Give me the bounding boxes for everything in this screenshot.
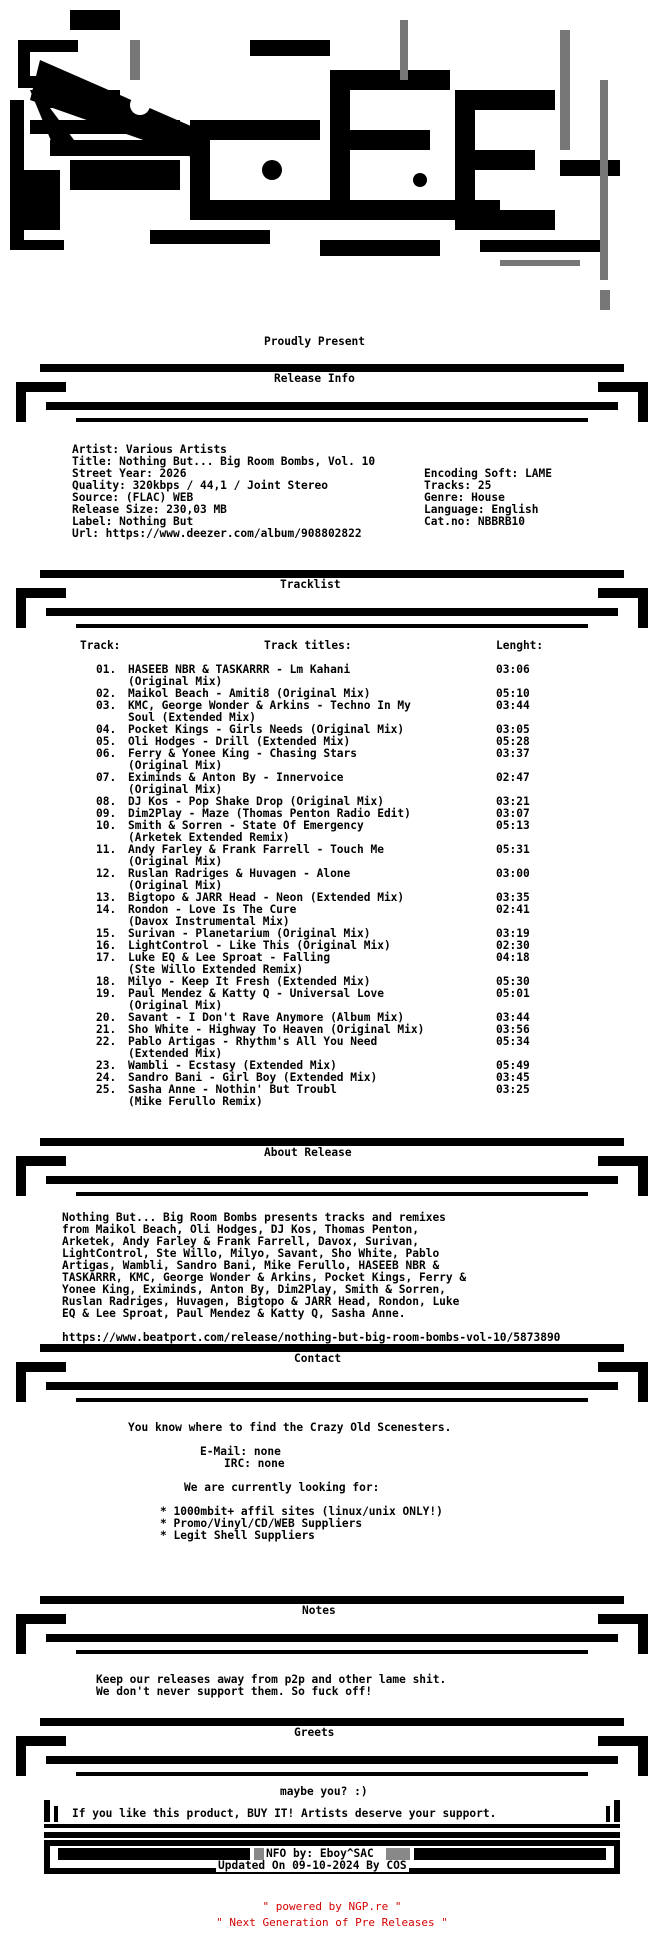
track-length: 03:00 <box>496 867 530 880</box>
powered-by[interactable]: " powered by NGP.re " <box>262 1900 402 1913</box>
release-catno: Cat.no: NBBRB10 <box>424 515 526 528</box>
track-length: 03:06 <box>496 663 530 676</box>
track-length: 03:56 <box>496 1023 530 1036</box>
track-length: 05:28 <box>496 735 530 748</box>
track-number: 11. <box>96 843 117 856</box>
track-title-continued: (Original Mix) <box>128 879 223 892</box>
contact-email: E-Mail: none <box>200 1445 281 1458</box>
track-length: 03:35 <box>496 891 530 904</box>
release-language: Language: English <box>424 503 539 516</box>
track-length: 05:10 <box>496 687 530 700</box>
track-title: Sasha Anne - Nothin' But Troubl <box>128 1083 337 1096</box>
release-url[interactable]: Url: https://www.deezer.com/album/908802822 <box>72 527 362 540</box>
track-number: 22. <box>96 1035 117 1048</box>
release-encoding: Encoding Soft: LAME <box>424 467 552 480</box>
track-number: 16. <box>96 939 117 952</box>
tracklist-head-titles: Track titles: <box>264 639 352 652</box>
track-number: 03. <box>96 699 117 712</box>
about-line: LightControl, Ste Willo, Milyo, Savant, Sho White, Pablo <box>62 1247 440 1260</box>
track-length: 03:07 <box>496 807 530 820</box>
section-title-greets: Greets <box>290 1726 338 1739</box>
track-number: 20. <box>96 1011 117 1024</box>
track-title: Sandro Bani - Girl Boy (Extended Mix) <box>128 1071 378 1084</box>
about-line: from Maikol Beach, Oli Hodges, DJ Kos, Thomas Penton, <box>62 1223 419 1236</box>
track-number: 24. <box>96 1071 117 1084</box>
track-number: 23. <box>96 1059 117 1072</box>
release-artist: Artist: Various Artists <box>72 443 227 456</box>
notes-line: We don't never support them. So fuck off! <box>96 1685 373 1698</box>
about-line: Yonee King, Eximinds, Anton By, Dim2Play, Smith & Sorren, <box>62 1283 446 1296</box>
track-title: Milyo - Keep It Fresh (Extended Mix) <box>128 975 371 988</box>
track-number: 13. <box>96 891 117 904</box>
track-title: Pocket Kings - Girls Needs (Original Mix) <box>128 723 405 736</box>
track-length: 05:01 <box>496 987 530 1000</box>
track-number: 19. <box>96 987 117 1000</box>
track-title: LightControl - Like This (Original Mix) <box>128 939 391 952</box>
track-length: 05:49 <box>496 1059 530 1072</box>
about-line: TASKARRR, KMC, George Wonder & Arkins, Pocket Kings, Ferry & <box>62 1271 467 1284</box>
section-title-release-info: Release Info <box>270 372 359 385</box>
contact-item: * 1000mbit+ affil sites (linux/unix ONLY!) <box>160 1505 443 1518</box>
tracklist-head-length: Lenght: <box>496 639 544 652</box>
track-length: 04:18 <box>496 951 530 964</box>
track-title: Bigtopo & JARR Head - Neon (Extended Mix) <box>128 891 405 904</box>
track-length: 03:44 <box>496 699 530 712</box>
tracklist-head-track: Track: <box>80 639 121 652</box>
group-logo-art <box>0 0 664 330</box>
contact-irc: IRC: none <box>224 1457 285 1470</box>
track-length: 03:19 <box>496 927 530 940</box>
track-number: 25. <box>96 1083 117 1096</box>
track-title-continued: (Davox Instrumental Mix) <box>128 915 290 928</box>
release-title: Title: Nothing But... Big Room Bombs, Vol. 10 <box>72 455 376 468</box>
track-title-continued: (Arketek Extended Remix) <box>128 831 290 844</box>
release-street-year: Street Year: 2026 <box>72 467 187 480</box>
track-title: Rondon - Love Is The Cure <box>128 903 297 916</box>
track-number: 14. <box>96 903 117 916</box>
track-title-continued: (Mike Ferullo Remix) <box>128 1095 263 1108</box>
track-number: 09. <box>96 807 117 820</box>
updated-on: Updated On 09-10-2024 By COS <box>218 1859 407 1872</box>
about-line: Artigas, Wambli, Sandro Bani, Mike Ferullo, HASEEB NBR & <box>62 1259 440 1272</box>
track-length: 03:21 <box>496 795 530 808</box>
track-length: 02:47 <box>496 771 530 784</box>
track-number: 10. <box>96 819 117 832</box>
support-message: If you like this product, BUY IT! Artists deserve your support. <box>72 1807 497 1820</box>
track-number: 06. <box>96 747 117 760</box>
track-length: 03:25 <box>496 1083 530 1096</box>
section-title-contact: Contact <box>290 1352 345 1365</box>
track-title: Oli Hodges - Drill (Extended Mix) <box>128 735 351 748</box>
track-title: KMC, George Wonder & Arkins - Techno In My <box>128 699 411 712</box>
release-tracks: Tracks: 25 <box>424 479 492 492</box>
track-title-continued: Soul (Extended Mix) <box>128 711 256 724</box>
track-number: 21. <box>96 1023 117 1036</box>
track-title: Surivan - Planetarium (Original Mix) <box>128 927 371 940</box>
release-quality: Quality: 320kbps / 44,1 / Joint Stereo <box>72 479 328 492</box>
section-title-notes: Notes <box>298 1604 340 1617</box>
track-length: 03:45 <box>496 1071 530 1084</box>
nfo-by: NFO by: Eboy^SAC <box>266 1847 374 1860</box>
track-length: 05:30 <box>496 975 530 988</box>
about-line: Ruslan Radriges, Huvagen, Bigtopo & JARR Head, Rondon, Luke <box>62 1295 460 1308</box>
about-line: Nothing But... Big Room Bombs presents tracks and remixes <box>62 1211 446 1224</box>
proudly-present: Proudly Present <box>264 335 366 348</box>
track-title: Eximinds & Anton By - Innervoice <box>128 771 344 784</box>
release-size: Release Size: 230,03 MB <box>72 503 227 516</box>
track-title: HASEEB NBR & TASKARRR - Lm Kahani <box>128 663 351 676</box>
contact-item: * Legit Shell Suppliers <box>160 1529 315 1542</box>
track-title: Dim2Play - Maze (Thomas Penton Radio Edit) <box>128 807 411 820</box>
next-generation: " Next Generation of Pre Releases " <box>216 1916 448 1929</box>
track-title-continued: (Original Mix) <box>128 675 223 688</box>
track-length: 03:37 <box>496 747 530 760</box>
release-source: Source: (FLAC) WEB <box>72 491 194 504</box>
track-number: 08. <box>96 795 117 808</box>
track-number: 15. <box>96 927 117 940</box>
section-title-tracklist: Tracklist <box>276 578 345 591</box>
track-title: Wambli - Ecstasy (Extended Mix) <box>128 1059 337 1072</box>
track-title-continued: (Original Mix) <box>128 783 223 796</box>
track-number: 05. <box>96 735 117 748</box>
track-length: 02:30 <box>496 939 530 952</box>
release-genre: Genre: House <box>424 491 505 504</box>
greets-maybe: maybe you? :) <box>280 1785 368 1798</box>
track-title: Savant - I Don't Rave Anymore (Album Mix) <box>128 1011 405 1024</box>
track-title: Andy Farley & Frank Farrell - Touch Me <box>128 843 384 856</box>
track-title: Sho White - Highway To Heaven (Original Mix) <box>128 1023 425 1036</box>
track-number: 01. <box>96 663 117 676</box>
contact-looking: We are currently looking for: <box>184 1481 380 1494</box>
track-title-continued: (Original Mix) <box>128 999 223 1012</box>
section-title-about: About Release <box>260 1146 356 1159</box>
track-length: 05:34 <box>496 1035 530 1048</box>
track-number: 02. <box>96 687 117 700</box>
track-title-continued: (Original Mix) <box>128 759 223 772</box>
track-title: Smith & Sorren - State Of Emergency <box>128 819 364 832</box>
track-title: Ferry & Yonee King - Chasing Stars <box>128 747 358 760</box>
track-number: 18. <box>96 975 117 988</box>
track-title: DJ Kos - Pop Shake Drop (Original Mix) <box>128 795 384 808</box>
about-line: EQ & Lee Sproat, Paul Mendez & Katty Q, Sasha Anne. <box>62 1307 406 1320</box>
track-number: 04. <box>96 723 117 736</box>
track-length: 05:31 <box>496 843 530 856</box>
track-length: 02:41 <box>496 903 530 916</box>
track-title: Pablo Artigas - Rhythm's All You Need <box>128 1035 378 1048</box>
track-length: 03:44 <box>496 1011 530 1024</box>
track-number: 17. <box>96 951 117 964</box>
track-title-continued: (Ste Willo Extended Remix) <box>128 963 304 976</box>
track-title: Ruslan Radriges & Huvagen - Alone <box>128 867 351 880</box>
track-title-continued: (Extended Mix) <box>128 1047 223 1060</box>
track-title: Paul Mendez & Katty Q - Universal Love <box>128 987 384 1000</box>
contact-intro: You know where to find the Crazy Old Scenesters. <box>128 1421 452 1434</box>
track-number: 07. <box>96 771 117 784</box>
track-number: 12. <box>96 867 117 880</box>
track-length: 05:13 <box>496 819 530 832</box>
contact-item: * Promo/Vinyl/CD/WEB Suppliers <box>160 1517 363 1530</box>
about-line: Arketek, Andy Farley & Frank Farrell, Davox, Surivan, <box>62 1235 419 1248</box>
track-title: Maikol Beach - Amiti8 (Original Mix) <box>128 687 371 700</box>
release-label: Label: Nothing But <box>72 515 194 528</box>
beatport-link[interactable]: https://www.beatport.com/release/nothing-but-big-room-bombs-vol-10/5873890 <box>62 1331 561 1344</box>
track-title: Luke EQ & Lee Sproat - Falling <box>128 951 331 964</box>
track-title-continued: (Original Mix) <box>128 855 223 868</box>
notes-line: Keep our releases away from p2p and other lame shit. <box>96 1673 447 1686</box>
track-length: 03:05 <box>496 723 530 736</box>
